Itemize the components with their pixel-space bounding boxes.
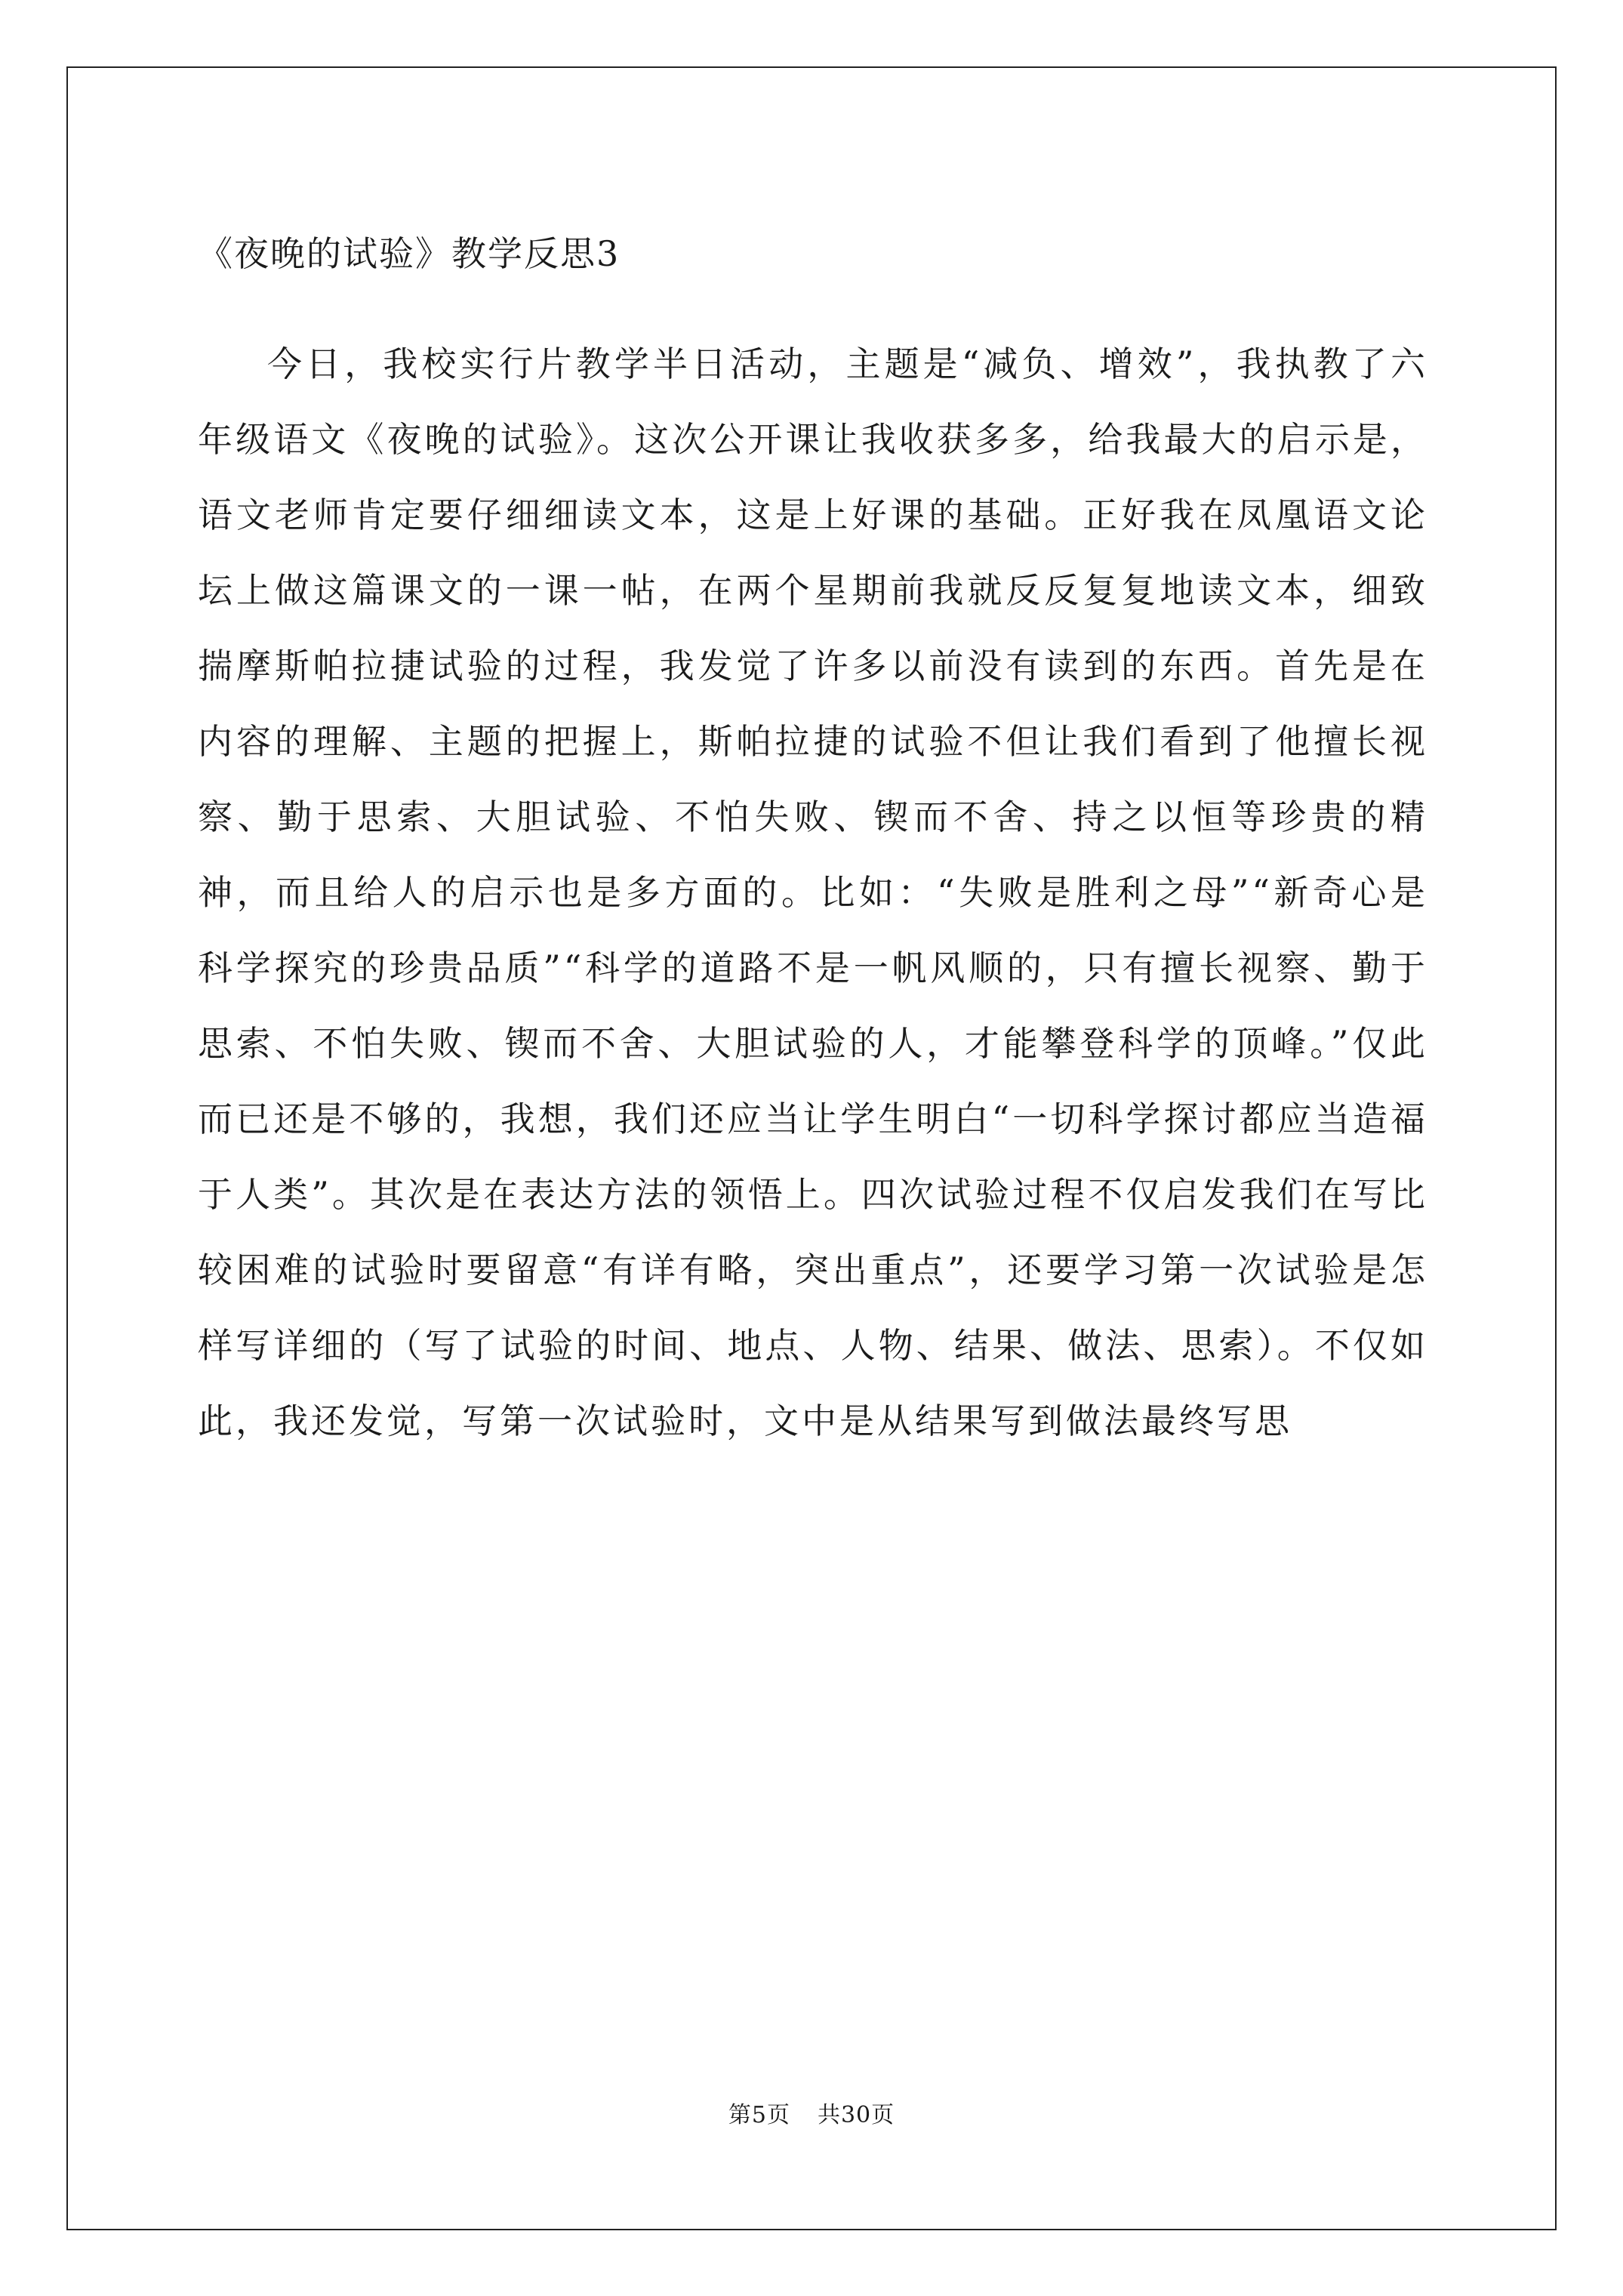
page-total: 共30页 — [817, 2102, 895, 2128]
page-number: 第5页 — [728, 2102, 790, 2128]
body-paragraph: 今日，我校实行片教学半日活动，主题是“减负、增效”，我执教了六年级语文《夜晚的试验》。这次公开课让我收获多多，给我最大的启示是，语文老师肯定要仔细细读文本，这是上好课的基础。正好我在凤凰语文论坛上做这篇课文的一课一帖，在两个星期前我就反反复复地读文本，细致揣摩斯帕拉捷试验的过程，我发觉了许多以前没有读到的东西。首先是在内容的理解、主题的把握上，斯帕拉捷的试验不但让我们看到了他擅长视察、勤于思索、大胆试验、不怕失败、锲而不舍、持之以恒等珍贵的精神，而且给人的启示也是多方面的。比如：“失败是胜利之母”“新奇心是科学探究的珍贵品质”“科学的道路不是一帆风顺的，只有擅长视察、勤于思索、不怕失败、锲而不舍、大胆试验的人，才能攀登科学的顶峰。”仅此而已还是不够的，我想，我们还应当让学生明白“一切科学探讨都应当造福于人类”。其次是在表达方法的领悟上。四次试验过程不仅启发我们在写比较困难的试验时要留意“有详有略，突出重点”，还要学习第一次试验是怎样写详细的（写了试验的时间、地点、人物、结果、做法、思索）。不仅如此，我还发觉，写第一次试验时，文中是从结果写到做法最终写思 — [198, 344, 1428, 1441]
document-body — [198, 326, 1428, 1459]
document-title: 《夜晚的试验》教学反思3 — [198, 233, 621, 274]
page-footer — [0, 2100, 1623, 2131]
